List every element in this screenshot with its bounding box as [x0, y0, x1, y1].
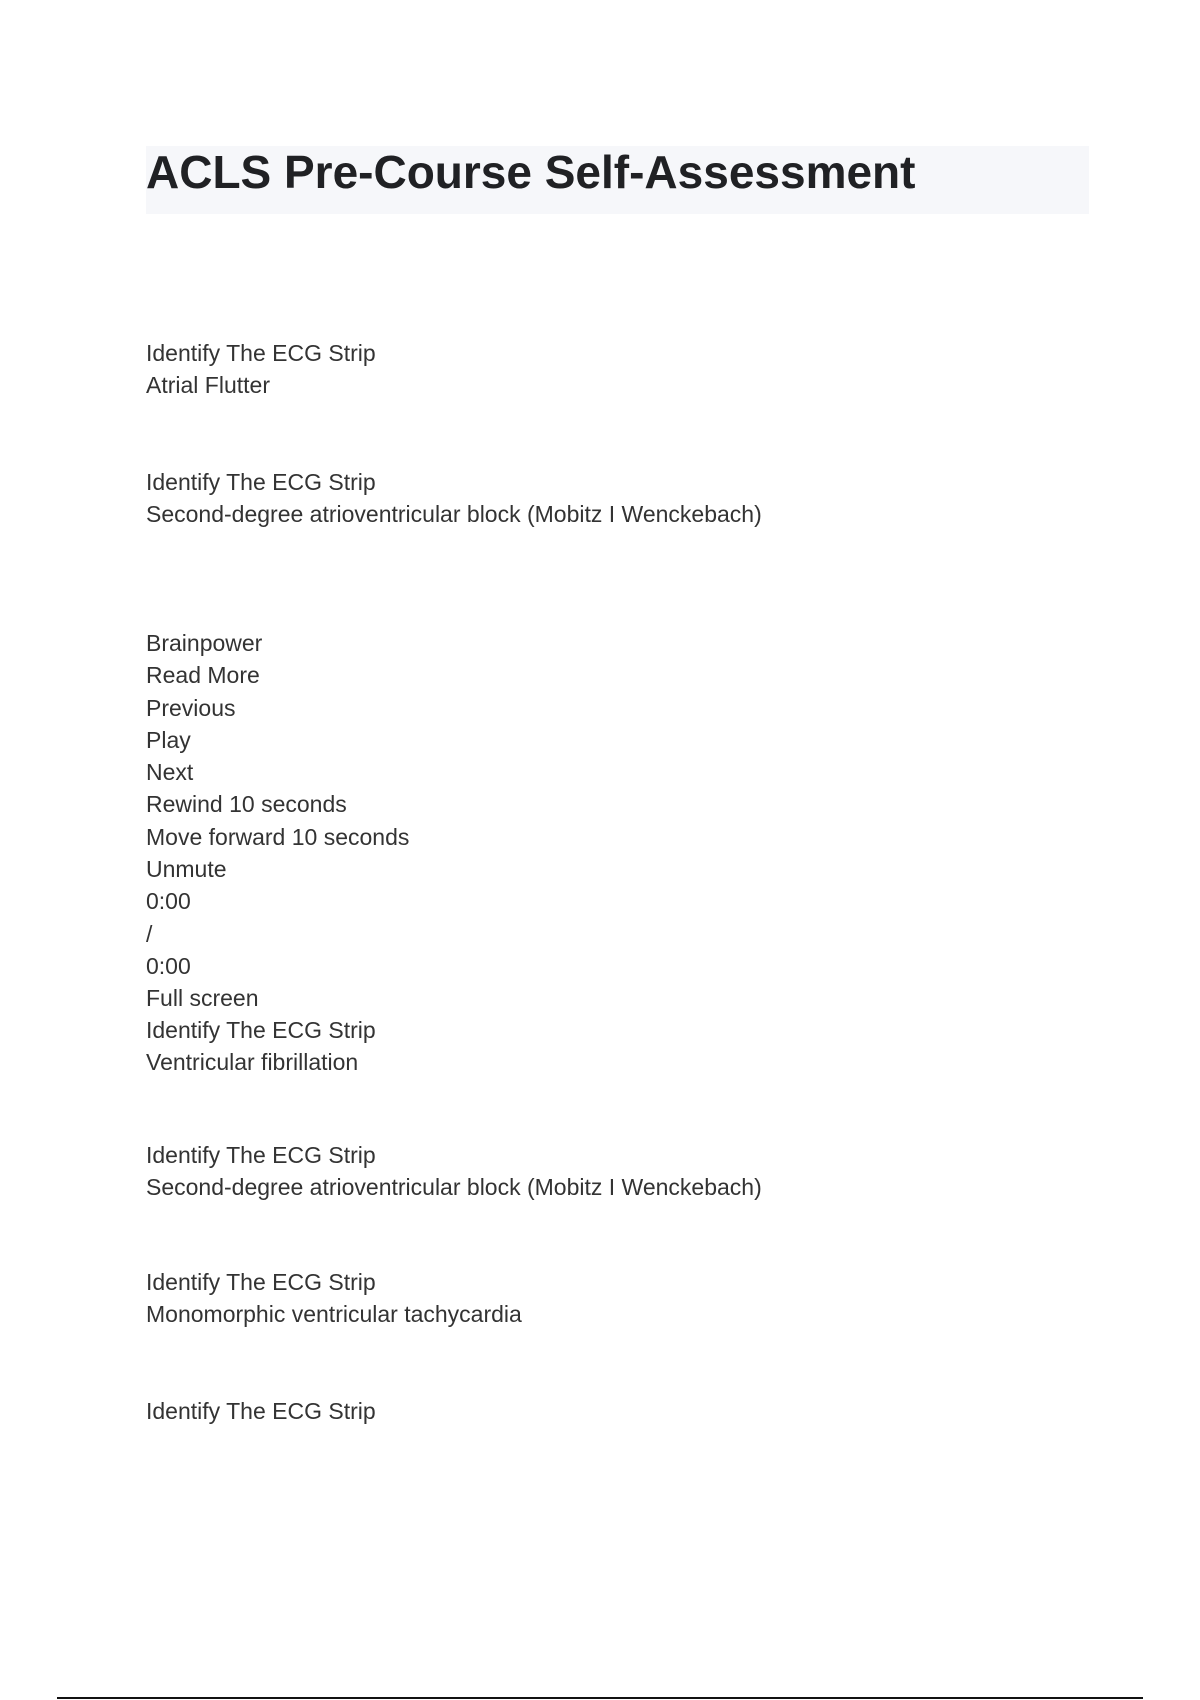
qa-item-1 — [146, 337, 376, 402]
page-title: ACLS Pre-Course Self-Assessment — [146, 146, 916, 198]
footer-divider — [57, 1697, 1143, 1699]
unmute-button[interactable]: Unmute — [146, 856, 227, 883]
qa-item-2 — [146, 466, 762, 531]
player-brand: Brainpower — [146, 630, 263, 656]
answer-text: Ventricular fibrillation — [146, 1049, 359, 1076]
current-time: 0:00 — [146, 888, 191, 915]
time-separator: / — [146, 920, 153, 947]
previous-button[interactable]: Previous — [146, 694, 236, 721]
answer-text: Second-degree atrioventricular block (Mobitz I Wenckebach) — [146, 501, 762, 528]
question-text: Identify The ECG Strip — [146, 1269, 376, 1295]
video-player-text — [146, 627, 409, 1015]
question-text: Identify The ECG Strip — [146, 1017, 376, 1043]
forward-button[interactable]: Move forward 10 seconds — [146, 823, 410, 850]
answer-text: Second-degree atrioventricular block (Mobitz I Wenckebach) — [146, 1174, 762, 1201]
question-text: Identify The ECG Strip — [146, 1142, 376, 1168]
answer-text: Atrial Flutter — [146, 372, 270, 399]
fullscreen-button[interactable]: Full screen — [146, 985, 259, 1012]
qa-item-3 — [146, 1014, 376, 1079]
question-text: Identify The ECG Strip — [146, 1398, 376, 1424]
duration: 0:00 — [146, 952, 191, 979]
next-button[interactable]: Next — [146, 759, 194, 786]
qa-item-4 — [146, 1139, 762, 1204]
qa-item-5 — [146, 1266, 522, 1331]
qa-item-6 — [146, 1395, 376, 1427]
read-more-link[interactable]: Read More — [146, 662, 260, 689]
rewind-button[interactable]: Rewind 10 seconds — [146, 791, 347, 818]
answer-text: Monomorphic ventricular tachycardia — [146, 1301, 522, 1328]
play-button[interactable]: Play — [146, 726, 191, 753]
question-text: Identify The ECG Strip — [146, 340, 376, 366]
question-text: Identify The ECG Strip — [146, 469, 376, 495]
